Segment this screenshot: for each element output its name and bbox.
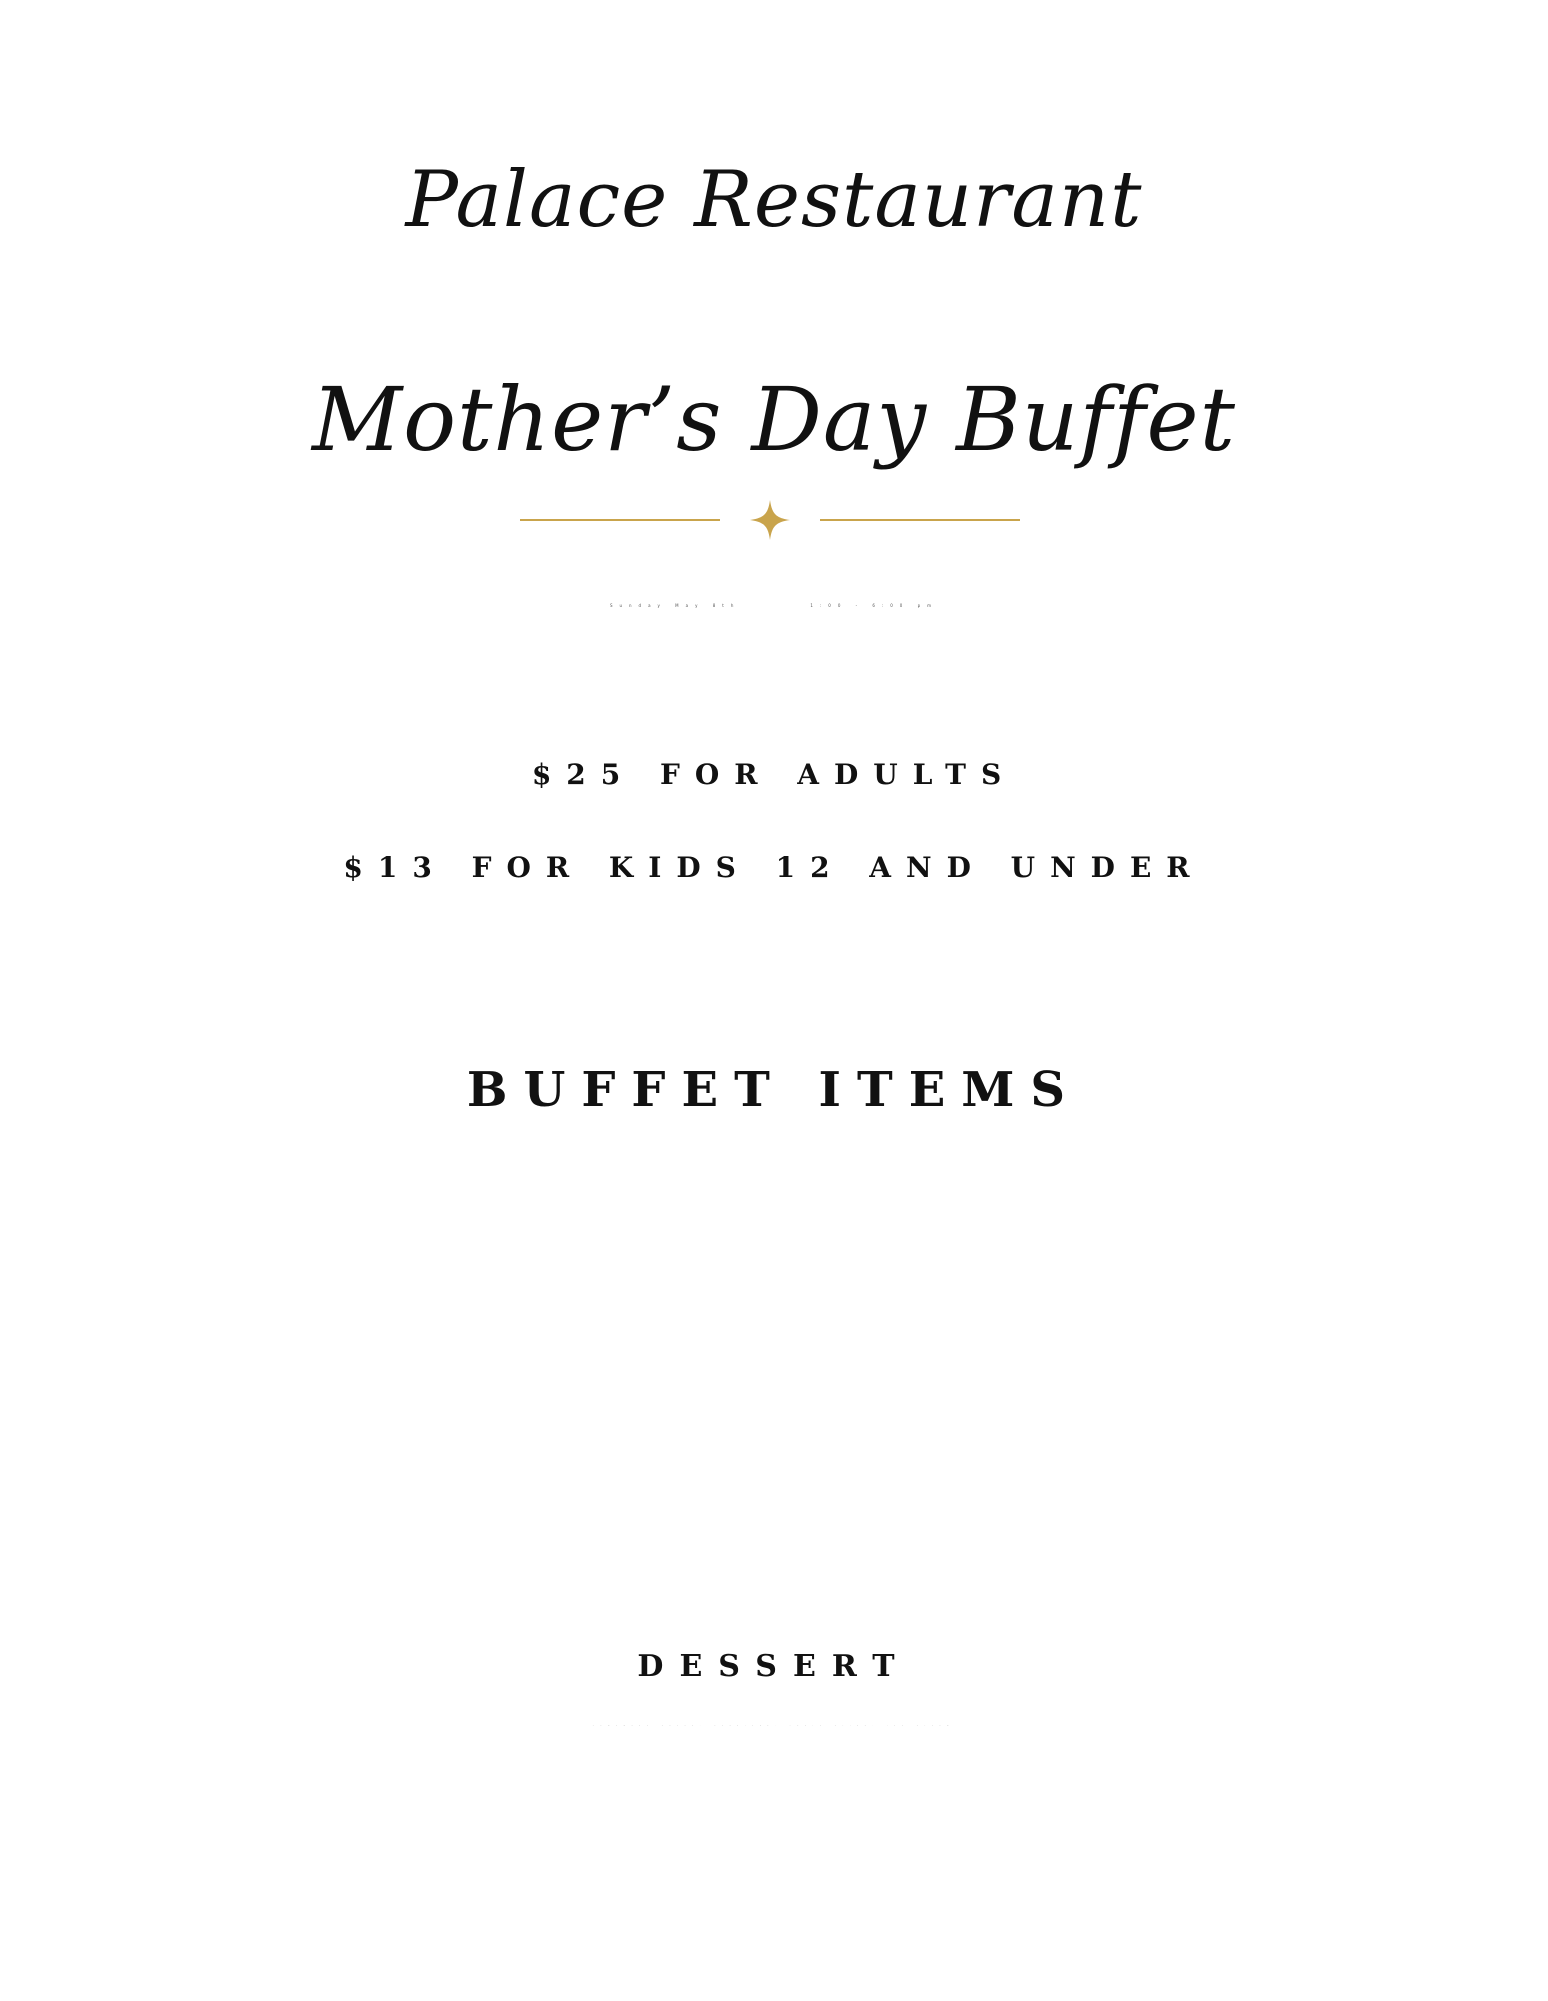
list-item — [0, 1360, 1548, 1415]
dessert-heading: DESSERT — [637, 1649, 911, 1684]
list-item — [0, 1415, 1548, 1470]
dessert-items: Homemade Cakes, Puddings, Apple Crisp, Ice Cream — [592, 1726, 956, 1727]
event-time: 1:00 - 6:00 pm — [810, 603, 939, 608]
ornamental-divider — [520, 500, 1020, 540]
kids-price: $13 FOR KIDS 12 AND UNDER — [343, 851, 1205, 884]
walkins-note — [0, 1903, 1548, 1953]
list-item — [0, 1140, 1548, 1195]
restaurant-name: Palace Restaurant — [405, 155, 1143, 245]
date-time-line — [0, 578, 1548, 634]
reservations-note — [0, 1835, 1548, 1885]
list-item — [0, 1250, 1548, 1305]
event-title: Mother’s Day Buffet — [311, 368, 1236, 471]
adult-price: $25 FOR ADULTS — [531, 758, 1017, 791]
price-includes-note — [0, 892, 1548, 942]
buffet-items-list — [0, 1140, 1548, 1580]
buffet-items-heading: BUFFET ITEMS — [466, 1062, 1082, 1118]
list-item — [0, 1195, 1548, 1250]
list-item — [0, 1470, 1548, 1525]
list-item — [0, 1305, 1548, 1360]
event-date: Sunday May 8th — [609, 603, 741, 608]
four-point-star-icon — [750, 500, 790, 540]
list-item — [0, 1525, 1548, 1580]
